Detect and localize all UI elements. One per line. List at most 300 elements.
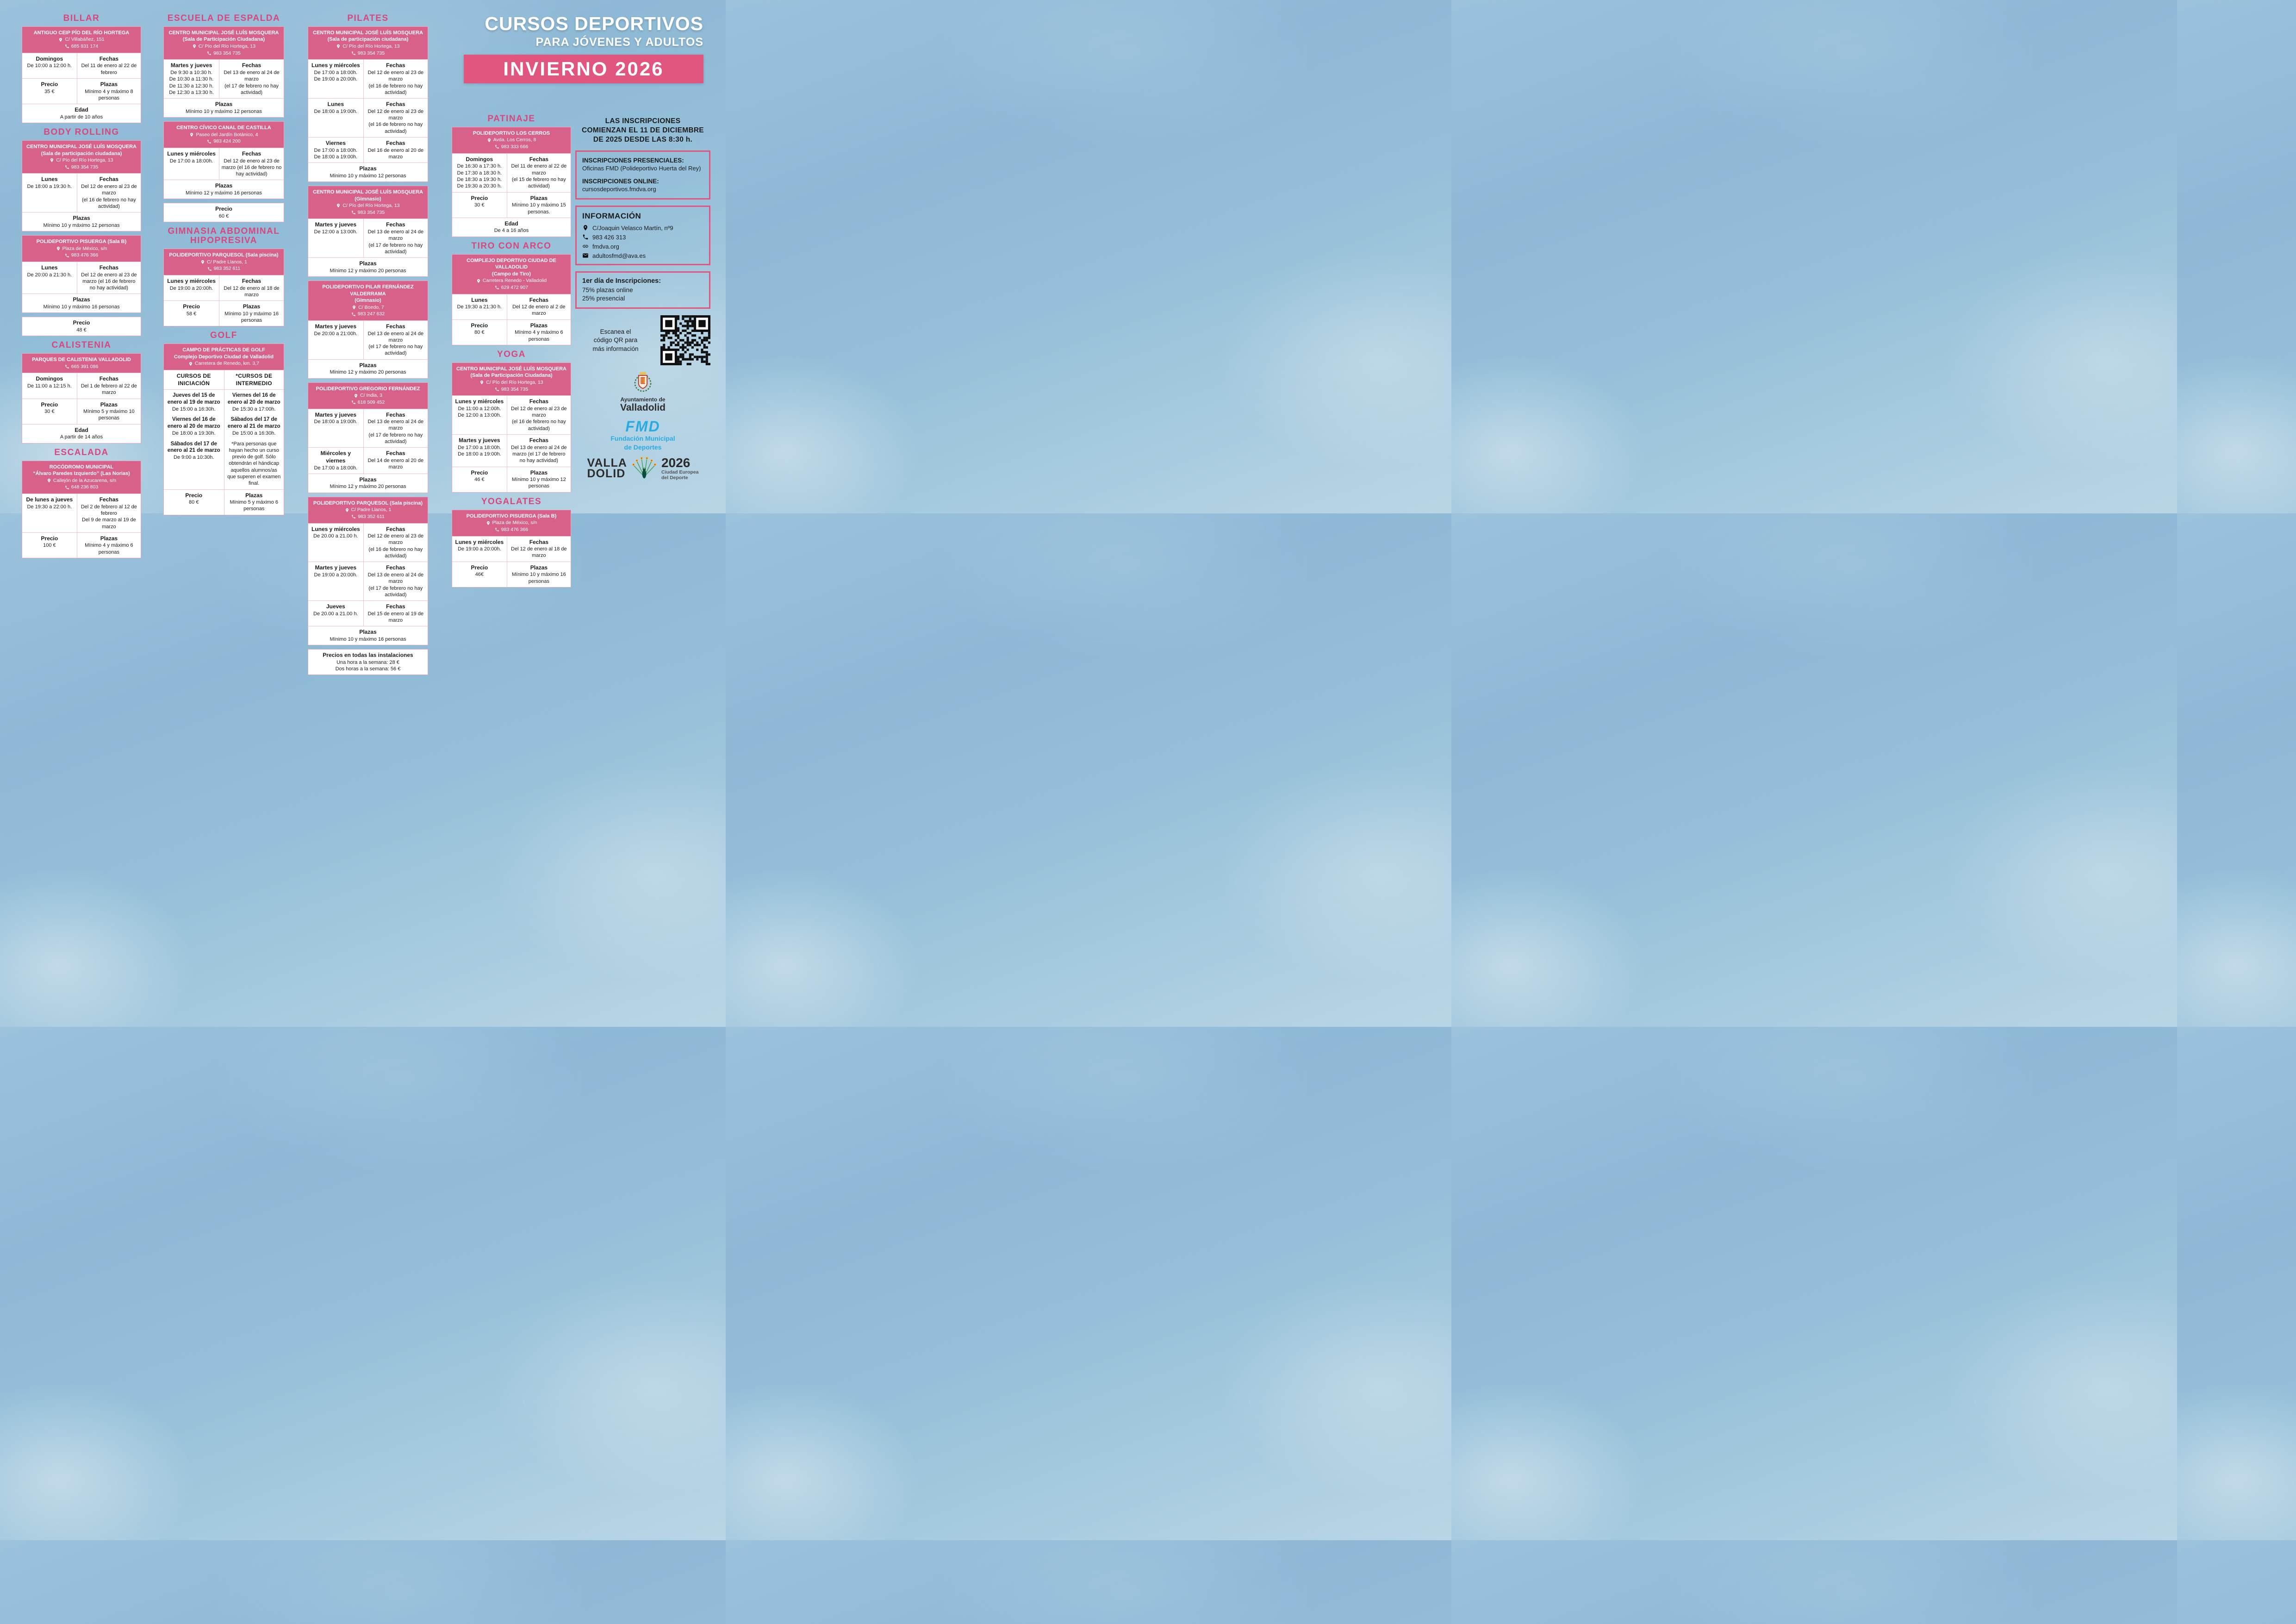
online-url: cursosdeportivos.fmdva.org — [582, 186, 656, 193]
info-web-row — [582, 243, 703, 250]
cell-title: Fechas — [99, 375, 119, 382]
section-title: ESCUELA DE ESPALDA — [167, 13, 280, 23]
cell-title: Fechas — [386, 62, 405, 69]
cell-title: Lunes y miércoles — [311, 525, 360, 532]
cell-title: Precio — [471, 469, 488, 476]
qr-caption-line: Escanea el — [600, 328, 631, 336]
notice-line: DE 2025 DESDE LAS 8:30 h. — [593, 136, 693, 144]
venue-card-header — [22, 27, 141, 53]
schedule-row — [308, 562, 428, 600]
schedule-cell — [22, 425, 141, 443]
venue-name: (Gimnasio) — [355, 298, 381, 304]
year-block — [661, 456, 699, 481]
cell-title: CURSOS DE INICIACIÓN — [176, 372, 211, 387]
cell-line: Sábados del 17 de enero al 21 de marzo — [167, 441, 220, 454]
cell-line: De 11:00 a 12:00h. — [458, 406, 501, 412]
cell-line: A partir de 14 años — [60, 434, 103, 440]
schedule-cell — [363, 321, 428, 359]
venue-address-row — [25, 157, 138, 164]
venue-address-row — [166, 259, 281, 266]
location-pin-icon — [336, 203, 341, 208]
price-card — [22, 317, 141, 336]
cell-line: De 9:30 a 10:30 h. — [170, 69, 212, 75]
inscriptions-box — [575, 150, 710, 200]
venue-card-header — [452, 510, 571, 536]
cell-line: De 19:30 a 20:30 h. — [457, 183, 502, 189]
valladolid-word-line: VALLA — [587, 456, 627, 470]
information-box — [575, 206, 710, 265]
schedule-cell — [77, 373, 141, 398]
cell-line: (el 16 de febrero no hay actividad) — [511, 419, 566, 431]
schedule-cell — [308, 448, 363, 473]
schedule-cell — [363, 137, 428, 162]
schedule-cell — [219, 275, 284, 300]
venue-card — [452, 362, 571, 493]
schedule-row — [22, 493, 141, 532]
phone-icon — [65, 253, 69, 258]
schedule-cell — [308, 258, 428, 276]
venue-card — [308, 186, 428, 277]
venue-address-row — [454, 137, 568, 144]
venue-card-header — [22, 354, 141, 373]
schedule-cell — [452, 537, 507, 562]
cell-line: Mínimo 10 y máximo 15 personas. — [511, 202, 566, 215]
schedule-row — [308, 137, 428, 162]
venue-phone-row — [311, 50, 425, 57]
venue-phone-row — [311, 399, 425, 406]
cell-line: Del 12 de enero al 23 de marzo — [81, 184, 137, 196]
schedule-cell — [363, 409, 428, 448]
info-email-row — [582, 252, 703, 259]
cell-title: Fechas — [386, 450, 405, 457]
cell-title: Martes y jueves — [315, 411, 357, 418]
valladolid-crest-icon — [634, 372, 652, 395]
cell-line: Del 13 de enero al 24 de marzo — [224, 69, 280, 82]
cell-title: Lunes — [41, 264, 58, 271]
poster-title-block — [454, 14, 703, 83]
venue-phone: 983 424 200 — [213, 138, 241, 144]
venue-phone-row — [25, 252, 138, 259]
cell-line: Viernes del 16 de enero al 20 de marzo — [227, 393, 280, 406]
schedule-cell — [308, 650, 428, 675]
venue-card-header — [22, 141, 141, 173]
venue-name: ANTIGUO CEIP PÍO DEL RÍO HORTEGA — [33, 30, 130, 36]
venue-name: (Sala de Participación Ciudadana) — [182, 37, 265, 43]
fmd-logo — [575, 419, 710, 450]
cell-line: Mínimo 4 y máximo 8 personas — [85, 88, 133, 101]
cell-title: Plazas — [100, 81, 118, 88]
cell-title: Fechas — [386, 101, 405, 108]
venue-address: Plaza de México, s/n — [492, 520, 537, 526]
schedule-cell — [452, 294, 507, 319]
schedule-row — [164, 98, 284, 117]
info-email: adultosfmd@ava.es — [592, 252, 646, 259]
phone-icon — [495, 387, 499, 392]
cell-title: Fechas — [386, 323, 405, 330]
cell-line: Una hora a la semana: 28 € — [336, 659, 399, 665]
cell-title: Fechas — [529, 296, 549, 303]
spacer — [166, 437, 222, 441]
venue-phone: 983 476 366 — [71, 252, 99, 258]
schedule-cell — [507, 294, 571, 319]
schedule-row — [452, 218, 571, 237]
cell-line: De 20:00 a 21:30 h. — [27, 272, 72, 278]
section-title: BODY ROLLING — [44, 127, 119, 137]
schedule-cell — [22, 533, 77, 558]
cell-title: Plazas — [73, 215, 90, 222]
schedule-cell — [308, 474, 428, 493]
cell-line: De 17:00 a 18:00h. — [458, 444, 501, 450]
venue-name: POLIDEPORTIVO PILAR FERNÁNDEZ VALDERRAMA — [322, 284, 414, 297]
cell-line: 58 € — [186, 311, 197, 317]
notice-line: LAS INSCRIPCIONES — [605, 117, 681, 125]
section-title: GIMNASIA ABDOMINAL HIPOPRESIVA — [168, 226, 280, 246]
venue-name: COMPLEJO DEPORTIVO CIUDAD DE VALLADOLID — [467, 257, 556, 270]
cell-title: Fechas — [386, 139, 405, 146]
cell-line: De 18:00 a 19:00h. — [314, 154, 358, 160]
schedule-cell — [77, 533, 141, 558]
venue-name: CENTRO MUNICIPAL JOSÉ LUÍS MOSQUERA — [313, 30, 423, 36]
cell-title: Precio — [215, 206, 232, 212]
cell-line: *Para personas que hayan hecho un curso previo de golf. Sólo obtendrán el hándicap aquellos alumnos/as que superen el examen final. — [227, 441, 281, 487]
cell-line: De 11:00 a 12:15 h. — [27, 383, 72, 389]
venue-phone-row — [454, 284, 568, 291]
cell-line: De 17:00 a 18:00h. — [314, 147, 358, 153]
cell-title: Fechas — [242, 277, 261, 284]
venue-name: (Sala de Participación Ciudadana) — [470, 373, 553, 379]
location-pin-icon — [479, 380, 484, 385]
schedule-row — [308, 162, 428, 181]
cell-line: Del 13 de enero al 24 de marzo — [367, 572, 424, 585]
cell-line: De 19:00 a 20:00h. — [314, 76, 358, 82]
cell-line: Mínimo 10 y máximo 16 personas — [330, 636, 406, 642]
schedule-row — [308, 320, 428, 359]
schedule-cell — [77, 79, 141, 104]
venue-address: C/ Pío del Río Hortega, 13 — [342, 203, 400, 209]
venue-card — [308, 26, 428, 182]
schedule-cell — [452, 435, 507, 466]
cell-title: De lunes a jueves — [26, 496, 73, 503]
cell-title: Plazas — [530, 194, 548, 201]
cell-title: Plazas — [359, 362, 377, 369]
cell-line: De 18:30 a 19:30 h. — [457, 177, 502, 183]
venue-name: CENTRO MUNICIPAL JOSÉ LUÍS MOSQUERA — [26, 144, 137, 150]
schedule-cell — [308, 360, 428, 378]
schedule-cell — [164, 301, 219, 326]
schedule-row — [22, 399, 141, 424]
venue-card — [308, 497, 428, 646]
phone-icon — [495, 144, 499, 149]
venue-name: Complejo Deportivo Ciudad de Valladolid — [174, 354, 274, 360]
peacock-icon — [631, 456, 658, 481]
cell-title: Lunes y miércoles — [167, 150, 216, 157]
ayuntamiento-line2: Valladolid — [620, 402, 666, 413]
schedule-row — [452, 192, 571, 218]
schedule-cell — [308, 60, 363, 98]
schedule-cell — [308, 524, 363, 562]
schedule-row — [22, 104, 141, 123]
schedule-cell — [224, 490, 284, 515]
schedule-cell — [224, 370, 284, 389]
cell-line: (el 17 de febrero no hay actividad) — [368, 344, 423, 356]
schedule-row — [452, 434, 571, 466]
schedule-cell — [452, 467, 507, 492]
section-escuela-de-espalda — [163, 14, 284, 222]
schedule-row — [22, 212, 141, 231]
venue-name: ROCÓDROMO MUNICIPAL — [49, 464, 114, 470]
schedule-cell — [308, 163, 428, 181]
cell-line: Mínimo 5 y máximo 6 personas — [230, 500, 279, 512]
phone-icon — [351, 514, 356, 519]
cell-line: 100 € — [43, 543, 56, 549]
venue-phone-row — [454, 526, 568, 533]
ayuntamiento-line1: Ayuntamiento de — [620, 396, 666, 403]
cell-line: Del 12 de enero al 18 de marzo — [224, 285, 280, 298]
schedule-cell — [507, 537, 571, 562]
cell-line: A partir de 10 años — [60, 114, 103, 120]
venue-phone-row — [25, 164, 138, 171]
schedule-cell — [363, 601, 428, 626]
cell-line: De 19:30 a 21:30 h. — [457, 304, 502, 310]
schedule-cell — [308, 562, 363, 600]
cell-title: Edad — [75, 426, 88, 433]
venue-card — [22, 26, 141, 123]
venue-card — [452, 254, 571, 345]
cell-title: Fechas — [529, 437, 549, 444]
season-banner-text: INVIERNO 2026 — [503, 58, 664, 80]
venue-card-header — [308, 497, 428, 523]
info-column — [575, 117, 710, 481]
cell-title: Fechas — [386, 564, 405, 571]
cell-line: Del 12 de enero al 23 de marzo — [511, 406, 567, 418]
info-phone: 983 426 313 — [592, 233, 626, 241]
venue-card-header — [164, 344, 284, 370]
schedule-cell — [452, 320, 507, 345]
schedule-row — [164, 300, 284, 326]
location-pin-icon — [50, 158, 54, 162]
schedule-cell — [363, 60, 428, 98]
location-pin-icon — [352, 305, 356, 310]
venue-phone: 983 354 735 — [357, 50, 385, 56]
cell-line: Del 14 de enero al 20 de marzo — [367, 457, 424, 470]
cell-title: Plazas — [245, 492, 263, 499]
cell-line: Del 12 de enero al 23 de marzo — [367, 69, 424, 82]
schedule-cell — [308, 626, 428, 645]
schedule-cell — [164, 99, 284, 117]
cell-line: (el 15 de febrero no hay actividad) — [511, 177, 566, 189]
phone-icon — [495, 527, 499, 532]
column-4 — [452, 113, 571, 592]
cell-line: Mínimo 10 y máximo 16 personas — [511, 572, 566, 584]
venue-address-row — [25, 477, 138, 484]
cell-line: De 18:00 a 19:30h. — [172, 431, 216, 437]
schedule-row — [22, 78, 141, 104]
cell-line: De 17:00 a 18:00h. — [314, 69, 358, 75]
venue-card-header — [164, 27, 284, 59]
venue-name: CENTRO MUNICIPAL JOSÉ LUÍS MOSQUERA — [456, 366, 566, 372]
cell-title: Fechas — [99, 496, 119, 503]
section-gimnasia-abdominal-hipopresiva — [163, 227, 284, 326]
cell-line: Del 11 de enero al 22 de marzo — [511, 163, 567, 176]
first-day-title: 1er día de Inscripciones: — [582, 277, 661, 285]
venue-phone-row — [25, 484, 138, 491]
venue-address: C/ Pío del Río Hortega, 13 — [486, 379, 543, 385]
schedule-row — [308, 600, 428, 626]
cell-title: Lunes — [327, 101, 344, 108]
schedule-cell — [507, 562, 571, 587]
cell-title: Domingos — [466, 156, 493, 162]
venue-address: C/ Pío del Río Hortega, 13 — [56, 157, 113, 163]
venue-address: Callejón de la Azucarena, s/n — [53, 477, 116, 483]
cell-line: De 20:00 a 21:00h. — [314, 331, 358, 337]
cell-line: De 19:30 a 22:00 h. — [27, 504, 72, 510]
cell-title: Martes y jueves — [315, 323, 357, 330]
venue-address: C/ Padre Llanos, 1 — [207, 259, 247, 265]
cell-line: Mínimo 10 y máximo 12 personas — [330, 173, 406, 179]
venue-name: (Campo de Tiro) — [492, 271, 531, 277]
price-card — [163, 203, 284, 222]
cell-line: Del 12 de enero al 2 de marzo — [512, 304, 566, 317]
venue-name: (Sala de participación ciudadana) — [41, 150, 122, 156]
cell-line: 30 € — [474, 202, 485, 208]
venue-address-row — [166, 360, 281, 367]
cell-title: Fechas — [99, 176, 119, 183]
cell-title: Precio — [471, 564, 488, 571]
inscriptions-presencial — [582, 156, 703, 173]
cell-line: De 18:00 a 19:00h. — [314, 419, 358, 425]
venue-name: POLIDEPORTIVO PARQUESOL (Sala piscina) — [169, 252, 279, 258]
section-title: PILATES — [347, 13, 389, 23]
phone-icon — [65, 165, 69, 169]
schedule-row — [308, 219, 428, 257]
cell-title: Martes y jueves — [315, 564, 357, 571]
schedule-row — [308, 474, 428, 493]
cell-title: Precio — [41, 401, 58, 408]
phone-icon — [65, 485, 69, 490]
schedule-row — [22, 53, 141, 78]
venue-address-row — [166, 131, 281, 138]
schedule-row — [452, 153, 571, 192]
venue-phone: 983 354 735 — [357, 209, 385, 215]
venue-card-header — [164, 249, 284, 275]
cell-line: De 18:00 a 19:00h. — [458, 451, 501, 457]
cell-title: Lunes y miércoles — [167, 277, 216, 284]
cell-line: 46€ — [475, 572, 484, 578]
schedule-row — [164, 148, 284, 180]
venue-card-header — [308, 281, 428, 320]
cell-line: 80 € — [189, 500, 199, 506]
venue-card — [163, 344, 284, 515]
section-yoga — [452, 350, 571, 493]
fmd-line1: Fundación Municipal — [610, 435, 675, 443]
schedule-row — [308, 59, 428, 98]
venue-address-row — [25, 36, 138, 43]
cell-line: Del 12 de enero al 23 de marzo (el 16 de febrero no hay actividad) — [81, 272, 137, 291]
schedule-cell — [22, 262, 77, 294]
cell-title: Edad — [75, 106, 88, 113]
schedule-cell — [363, 562, 428, 600]
schedule-row — [164, 180, 284, 199]
cell-line: Mínimo 12 y máximo 20 personas — [330, 268, 406, 274]
cell-line: Dos horas a la semana: 56 € — [335, 666, 401, 672]
qr-code — [660, 315, 710, 365]
venue-card-header — [308, 383, 428, 409]
venue-phone-row — [25, 43, 138, 50]
cell-line: Del 15 de enero al 19 de marzo — [367, 611, 424, 624]
venue-phone-row — [311, 513, 425, 520]
phone-icon — [495, 285, 499, 290]
first-day-presencial: 25% presencial — [582, 295, 625, 302]
schedule-cell — [22, 104, 141, 123]
schedule-cell — [22, 294, 141, 312]
spacer — [226, 412, 282, 416]
venue-card — [308, 281, 428, 379]
section-title: BILLAR — [63, 13, 100, 23]
cell-line: Del 1 de febrero al 22 de marzo — [81, 383, 137, 396]
cell-title: Fechas — [386, 411, 405, 418]
cell-line: 60 € — [218, 213, 229, 219]
cell-title: Fechas — [386, 221, 405, 228]
cell-line: De 17:00 a 18:00h. — [314, 465, 358, 471]
cell-line: De 12:00 a 13:00h. — [314, 229, 358, 235]
venue-card-header — [22, 461, 141, 493]
venue-name: CENTRO MUNICIPAL JOSÉ LUÍS MOSQUERA — [168, 30, 279, 36]
venue-address-row — [454, 519, 568, 526]
venue-phone: 983 352 611 — [358, 513, 385, 519]
schedule-cell — [507, 396, 571, 434]
cell-line: Jueves del 15 de enero al 19 de marzo — [167, 393, 220, 406]
venue-address: C/ Pío del Río Hortega, 13 — [342, 43, 400, 49]
venue-phone-row — [166, 50, 281, 57]
venue-phone-row — [166, 138, 281, 145]
cell-line: (el 17 de febrero no hay actividad) — [224, 83, 279, 95]
information-title: INFORMACIÓN — [582, 211, 641, 220]
venue-address-row — [25, 245, 138, 252]
phone-icon — [351, 312, 356, 317]
schedule-row — [22, 294, 141, 312]
venue-card — [22, 353, 141, 443]
venue-name: POLIDEPORTIVO PISUERGA (Sala B) — [466, 513, 557, 519]
venue-address-row — [311, 43, 425, 50]
cell-title: Lunes y miércoles — [455, 398, 504, 405]
section-escalada — [22, 448, 141, 558]
section-patinaje — [452, 114, 571, 237]
schedule-cell — [22, 79, 77, 104]
cell-title: Precio — [73, 319, 90, 326]
location-pin-icon — [336, 44, 341, 49]
location-pin-icon — [486, 521, 491, 525]
schedule-cell — [507, 320, 571, 345]
venue-name: POLIDEPORTIVO PISUERGA (Sala B) — [36, 239, 127, 245]
qr-section — [575, 315, 710, 365]
ayuntamiento-logo — [575, 372, 710, 412]
venue-phone-row — [311, 209, 425, 216]
venue-address: Paseo del Jardín Botánico, 4 — [196, 131, 258, 137]
cell-title: Plazas — [530, 322, 548, 329]
first-day-online: 75% plazas online — [582, 286, 633, 294]
cell-title: Fechas — [242, 150, 261, 157]
venue-address: C/ Pío del Río Hortega, 13 — [198, 43, 256, 49]
schedule-cell — [164, 370, 224, 389]
schedule-cell — [164, 275, 219, 300]
schedule-row — [452, 395, 571, 434]
section-calistenia — [22, 341, 141, 443]
cell-line: De 17:00 a 18:00h. — [169, 158, 213, 164]
cell-line: De 15:00 a 16:30h. — [172, 406, 216, 412]
schedule-cell — [363, 448, 428, 473]
cell-title: Plazas — [100, 535, 118, 542]
cell-title: Lunes y miércoles — [455, 538, 504, 545]
